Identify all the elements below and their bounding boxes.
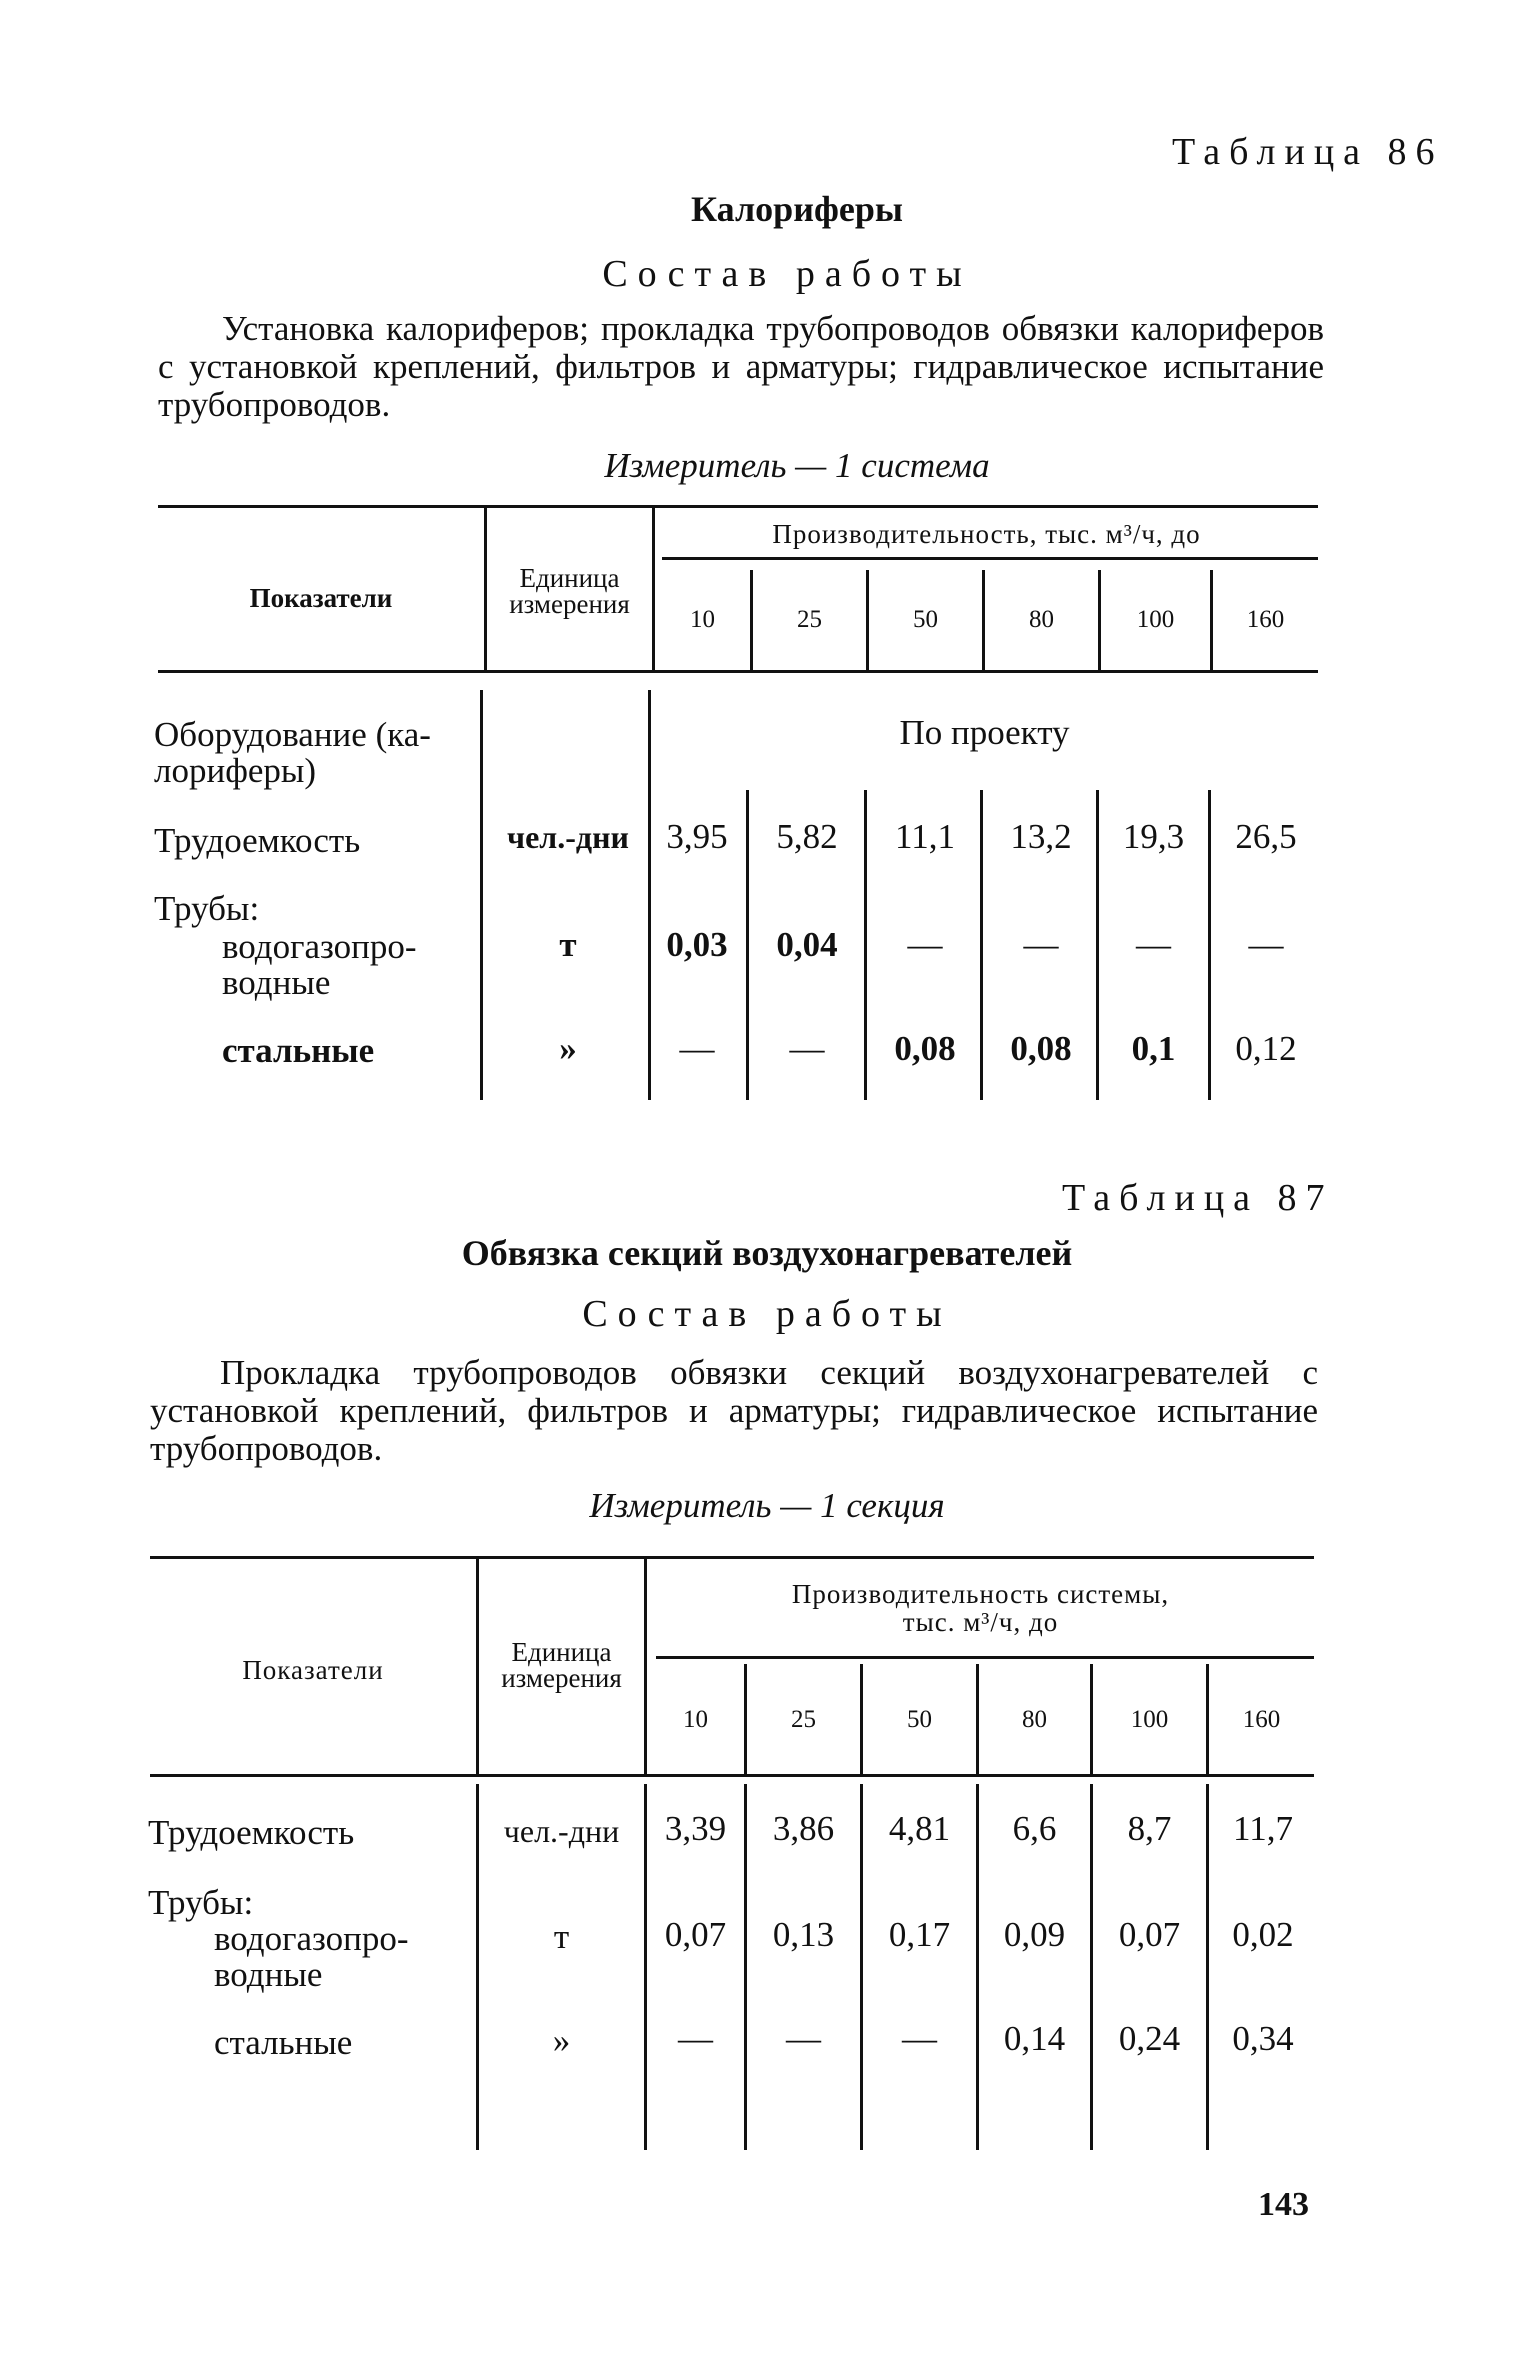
row-labor-label: Трудоемкость [154, 821, 361, 860]
row-steel-25: — [789, 1029, 825, 1068]
header-col-25: 25 [791, 1706, 816, 1733]
rule [150, 1774, 1314, 1777]
header-unit-line2: измерения [501, 1663, 622, 1693]
table-87-meter: Измеритель — 1 секция [589, 1486, 945, 1525]
row-steel-unit: » [559, 1029, 577, 1068]
row-labor-10: 3,95 [666, 817, 728, 856]
row-water-50: 0,17 [888, 1915, 951, 1954]
row-labor-50: 4,81 [888, 1809, 951, 1848]
header-col-10: 10 [683, 1706, 708, 1733]
header-col-50: 50 [907, 1706, 932, 1733]
row-labor-100: 19,3 [1122, 817, 1185, 856]
table-86 [0, 0, 1534, 1110]
header-col-80: 80 [1022, 1706, 1047, 1733]
row-steel-100: 0,1 [1131, 1029, 1176, 1068]
row-labor-unit: чел.-дни [507, 819, 629, 855]
row-steel-10: — [679, 1029, 715, 1068]
row-labor-50: 11,1 [895, 817, 955, 856]
row-steel-80: 0,08 [1010, 1029, 1072, 1068]
table-86-work-heading: Состав работы [602, 253, 972, 295]
row-labor-label: Трудоемкость [148, 1813, 355, 1852]
row-equipment-value: По проекту [899, 713, 1070, 752]
header-col-160: 160 [1242, 1706, 1281, 1733]
row-equipment-label-2: лориферы) [154, 751, 317, 790]
row-labor-80: 6,6 [1012, 1809, 1057, 1848]
header-col-160: 160 [1246, 606, 1285, 633]
row-water-160: 0,02 [1232, 1915, 1294, 1954]
row-labor-160: 11,7 [1233, 1809, 1293, 1848]
table-87-label: Таблица 87 [1062, 1177, 1334, 1219]
row-steel-100: 0,24 [1118, 2019, 1181, 2058]
row-water-label-1: водогазопро- [222, 927, 417, 966]
row-water-80: 0,09 [1003, 1915, 1066, 1954]
row-water-50: — [907, 925, 943, 964]
table-86-meter: Измеритель — 1 система [604, 446, 990, 485]
table-87-work-heading: Состав работы [582, 1293, 952, 1335]
row-steel-50: — [902, 2019, 937, 2058]
row-water-80: — [1023, 925, 1059, 964]
row-water-label-2: водные [214, 1955, 323, 1994]
rule [158, 670, 1318, 673]
row-steel-160: 0,34 [1232, 2019, 1294, 2058]
rule [158, 505, 1318, 508]
header-col-100: 100 [1130, 1706, 1169, 1733]
row-water-unit: т [553, 1917, 570, 1956]
row-labor-25: 3,86 [772, 1809, 835, 1848]
header-col-80: 80 [1029, 606, 1054, 633]
row-steel-label: стальные [222, 1031, 375, 1070]
header-capacity: Производительность, тыс. м³/ч, до [772, 519, 1201, 549]
row-steel-50: 0,08 [894, 1029, 956, 1068]
row-water-unit: т [559, 925, 577, 964]
row-labor-160: 26,5 [1235, 817, 1297, 856]
table-87-description: Прокладка трубопроводов обвязки секций воздухонагревателей с установкой креплений, фильтров и арматуры; гидравлическое испытание трубопроводов. [150, 1353, 1318, 1468]
row-steel-160: 0,12 [1235, 1029, 1297, 1068]
row-water-25: 0,04 [776, 925, 838, 964]
row-pipes-label: Трубы: [148, 1883, 254, 1922]
rule [662, 557, 1318, 560]
row-labor-25: 5,82 [776, 817, 838, 856]
row-water-label-1: водогазопро- [214, 1919, 409, 1958]
table-86-label: Таблица 86 [1172, 131, 1444, 173]
row-water-label-2: водные [222, 963, 331, 1002]
rule [150, 1556, 1314, 1559]
header-unit-line1: Единица [519, 563, 620, 593]
header-indicators: Показатели [249, 583, 393, 613]
row-steel-80: 0,14 [1003, 2019, 1066, 2058]
row-water-100: — [1136, 925, 1171, 964]
row-water-10: 0,03 [666, 925, 728, 964]
header-capacity-line1: Производительность системы, [791, 1579, 1170, 1609]
row-steel-unit: » [552, 2021, 571, 2060]
table-87-title: Обвязка секций воздухонагревателей [461, 1233, 1073, 1273]
header-unit-line1: Единица [511, 1637, 612, 1667]
rule [656, 1656, 1314, 1659]
table-86-description: Установка калориферов; прокладка трубопроводов обвязки калориферов с установкой креплений, фильтров и арматуры; гидравлическое испытание трубопроводов. [158, 309, 1324, 424]
page-number: 143 [1258, 2186, 1309, 2223]
row-steel-25: — [786, 2019, 821, 2058]
header-col-100: 100 [1136, 606, 1175, 633]
table-87 [0, 1540, 1534, 2160]
row-labor-100: 8,7 [1127, 1809, 1172, 1848]
header-col-10: 10 [690, 606, 715, 633]
row-equipment-label-1: Оборудование (ка- [154, 715, 431, 754]
row-labor-unit: чел.-дни [503, 1813, 620, 1849]
row-water-10: 0,07 [664, 1915, 727, 1954]
row-water-25: 0,13 [772, 1915, 835, 1954]
rule [480, 690, 483, 1100]
header-col-25: 25 [797, 606, 822, 633]
header-unit-line2: измерения [509, 589, 630, 619]
row-water-100: 0,07 [1118, 1915, 1181, 1954]
row-water-160: — [1248, 925, 1284, 964]
header-indicators: Показатели [242, 1655, 384, 1685]
table-86-title: Калориферы [691, 189, 903, 229]
header-capacity-line2: тыс. м³/ч, до [902, 1607, 1059, 1637]
row-steel-10: — [678, 2019, 713, 2058]
row-labor-10: 3,39 [664, 1809, 727, 1848]
row-labor-80: 13,2 [1010, 817, 1072, 856]
row-steel-label: стальные [214, 2023, 353, 2062]
row-pipes-label: Трубы: [154, 889, 260, 928]
header-col-50: 50 [913, 606, 938, 633]
